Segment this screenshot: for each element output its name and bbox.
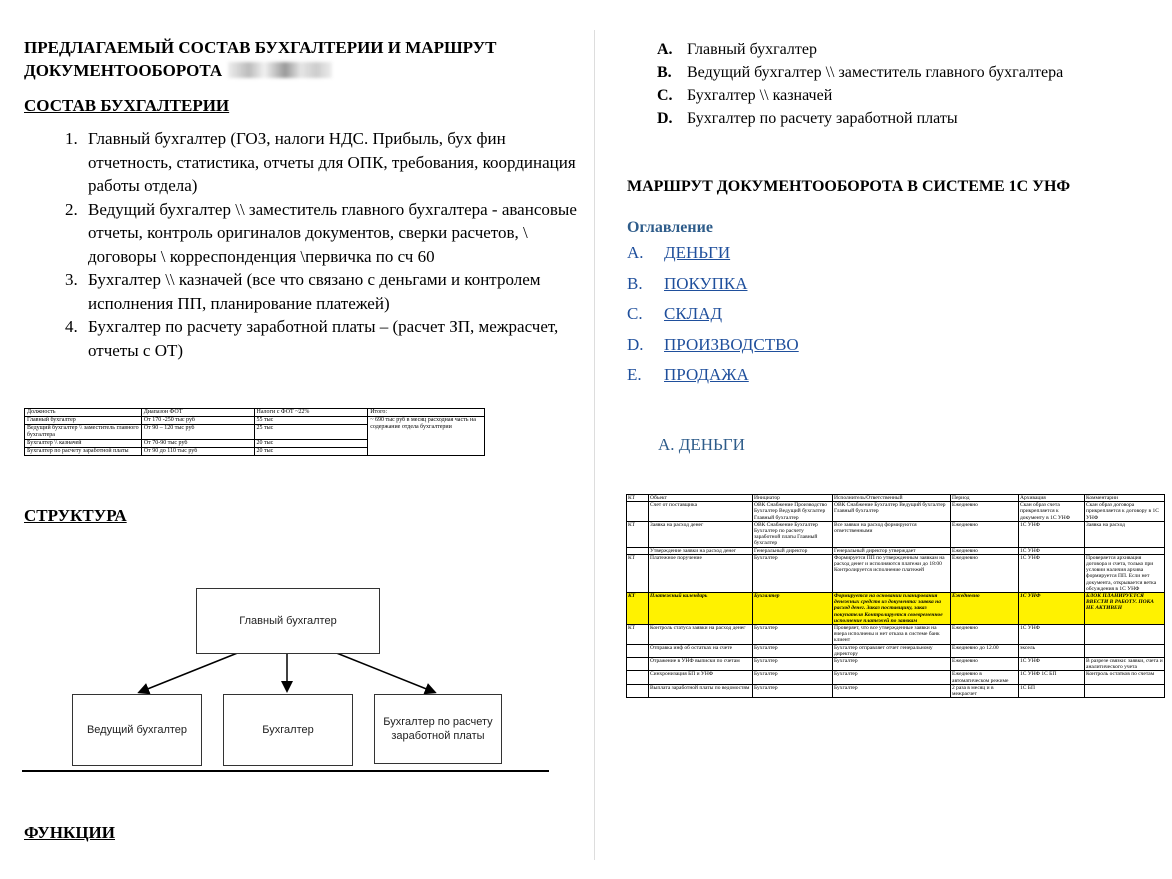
staff-item: 1. Главный бухгалтер (ГОЗ, налоги НДС. Прибыль, бух фин отчетность, статистика, отчеты для ОПК, требования, координация работы отдела) [82,127,582,198]
org-box-accountant: Бухгалтер [223,694,353,766]
route-cell: Все заявки на расход формируются ответственными [833,521,951,547]
route-cell: Бухгалтер [833,671,951,684]
route-cell: Бухгалтер [753,671,833,684]
route-cell: Заявка на расход [1085,521,1165,547]
route-cell: Ежедневно [951,502,1019,522]
route-cell: 1С УНФ [1019,547,1085,554]
role-item: C. Бухгалтер \\ казначей [657,87,833,104]
salary-cell: 25 тыс [254,425,368,440]
role-item: B. Ведущий бухгалтер \\ заместитель главного бухгалтера [657,64,1064,81]
route-cell: Скан образ счета прикрепляется к документу в 1С УНФ [1019,502,1085,522]
route-cell: 1С УНФ 1С БП [1019,671,1085,684]
toc-link-sales[interactable]: E. ПРОДАЖА [627,365,749,384]
route-table [626,494,1165,698]
route-cell: ОВК Снабжение Бухгалтер Бухгалтер по расчету заработной платы Главный бухгалтер [753,521,833,547]
route-cell: эксель [1019,644,1085,657]
route-cell: Бухгалтер отправляет отчет генеральному директору [833,644,951,657]
route-cell: Ежедневно [951,547,1019,554]
route-cell: Ежедневно [951,625,1019,645]
toc-link-warehouse[interactable]: C. СКЛАД [627,304,723,323]
route-cell [1085,625,1165,645]
route-cell [1085,547,1165,554]
route-cell [627,547,649,554]
route-cell: Проверяется архивация договора и счета, только при условии наличия архива формируется ПП. Если нет документа, открывается ветка обсуждения в 1С УНФ [1085,554,1165,592]
salary-table [24,408,485,456]
toc-heading: Оглавление [627,219,713,236]
route-cell: Отражение в УНФ выписки по счетам [649,658,753,671]
route-row [627,521,1165,547]
route-cell [627,658,649,671]
route-header-cell: Комментарии [1085,495,1165,502]
route-cell: Счет от поставщика [649,502,753,522]
route-cell: Отправка инф об остатках на счете [649,644,753,657]
salary-cell: От 70-90 тыс руб [141,440,254,448]
table-of-contents [627,238,799,391]
route-header-cell: КТ [627,495,649,502]
route-row [627,644,1165,657]
toc-link-money[interactable]: A. ДЕНЬГИ [627,243,731,262]
route-cell: 1С БП [1019,684,1085,697]
route-cell: ОВК Снабжение Производство Бухгалтер Ведущий бухгалтер Главный бухгалтер [753,502,833,522]
role-item: A. Главный бухгалтер [657,41,817,58]
route-row [627,658,1165,671]
salary-cell: От 170 -250 тыс руб [141,417,254,425]
route-cell: 1С УНФ [1019,625,1085,645]
salary-cell: От 90 – 120 тыс руб [141,425,254,440]
staff-item: 3. Бухгалтер \\ казначей (все что связано с деньгами и контролем исполнения ПП, планирование платежей) [82,268,582,315]
route-cell: Платежное поручение [649,554,753,592]
route-cell: Утверждение заявки на расход денег [649,547,753,554]
route-cell: Бухгалтер [753,684,833,697]
salary-header: Диапазон ФОТ [141,409,254,417]
route-cell: 1С УНФ [1019,593,1085,625]
route-cell: 1С УНФ [1019,521,1085,547]
toc-link-purchase[interactable]: B. ПОКУПКА [627,273,748,293]
org-box-payroll: Бухгалтер по расчету заработной платы [374,694,502,764]
route-cell: Заявка на расход денег [649,521,753,547]
salary-cell: 55 тыс [254,417,368,425]
section-structure-heading: СТРУКТУРА [24,506,127,525]
route-cell: В разрезе связки: заявки, счета и аналитического учета [1086,658,1163,671]
roles-list [657,38,1063,130]
route-row [627,625,1165,645]
route-cell: Ежедневно [951,554,1019,592]
route-cell: КТ [627,521,649,547]
toc-link-production[interactable]: D. ПРОИЗВОДСТВО [627,334,799,354]
route-cell: Ежедневно [951,593,1019,625]
redacted-name [228,62,332,78]
route-cell: Бухгалтер [753,593,833,625]
route-header-cell: Объект [649,495,753,502]
route-cell: Бухгалтер [753,658,833,671]
salary-cell: Ведущий бухгалтер \\ заместитель главного бухгалтера [25,425,142,440]
route-cell: Ежедневно [951,521,1019,547]
salary-total: ~ 690 тыс руб в месяц расходная часть на содержание отдела бухгалтерии [368,417,485,456]
route-header-cell: Инициатор [753,495,833,502]
route-cell: КТ [627,554,649,592]
route-cell: БЛОК ПЛАНИРУЕТСЯ ВВЕСТИ В РАБОТУ. ПОКА НЕ АКТИВЕН [1085,593,1165,625]
route-cell: Ежедневно в автоматическом режиме [951,671,1019,684]
arrow-right [334,652,434,692]
route-cell: Контроль статуса заявки на расход денег [649,625,753,645]
salary-header: Налоги с ФОТ ~22% [254,409,368,417]
org-chart [70,588,550,773]
route-cell: 1С УНФ [1019,554,1085,592]
section-staff-heading: СОСТАВ БУХГАЛТЕРИИ [24,96,230,115]
route-row [627,684,1165,697]
route-cell [627,644,649,657]
divider [22,770,549,772]
route-row [627,671,1165,684]
route-cell: 1С УНФ [1019,658,1085,671]
document-title: ПРЕДЛАГАЕМЫЙ СОСТАВ БУХГАЛТЕРИИ И МАРШРУТ ДОКУМЕНТООБОРОТА [24,38,497,80]
route-cell [627,684,649,697]
staff-list [52,127,582,362]
salary-cell: От 90 до 110 тыс руб [141,448,254,456]
staff-item: 2. Ведущий бухгалтер \\ заместитель главного бухгалтера - авансовые отчеты, контроль оригиналов документов, сверки расчетов, \ договоры \ корреспонденция \первичка по сч 60 [82,198,582,269]
org-box-lead: Ведущий бухгалтер [72,694,202,766]
salary-cell: Бухгалтер по расчету заработной платы [25,448,142,456]
staff-item: 4. Бухгалтер по расчету заработной платы – (расчет ЗП, межрасчет, отчеты с ОТ) [82,315,582,362]
route-header-cell: Исполнитель/Ответственный [833,495,951,502]
route-row [627,502,1165,522]
section-functions-heading: ФУНКЦИИ [24,823,116,842]
route-row [627,554,1165,592]
salary-cell: Главный бухгалтер [25,417,142,425]
route-cell: Выплата заработной платы по ведомостям [649,684,753,697]
route-cell [1085,644,1165,657]
route-cell: 2 раза в месяц и в межрасчет [951,684,1019,697]
section-money-heading: A. ДЕНЬГИ [658,435,745,454]
page-separator [594,30,595,860]
route-cell: Генеральный директор утверждает [833,547,951,554]
route-cell: Бухгалтер [833,684,951,697]
route-header-row [627,495,1165,502]
route-cell: Формируется ПП по утвержденным заявкам на расход денег и исполняются платежи до 18:00 Контролируется исполнение платежей [833,554,951,592]
route-row [627,547,1165,554]
role-item: D. Бухгалтер по расчету заработной платы [657,110,958,127]
salary-cell: 20 тыс [254,440,368,448]
salary-cell: Бухгалтер \\ казначей [25,440,142,448]
route-header-cell: Период [951,495,1019,502]
route-cell: Генеральный директор [753,547,833,554]
route-cell: Формируется на основании планирования денежных средств из документа: заявка на расход денег. Заказ поставщику, заказ покупателя Контролируется своевременное исполнение платежей по заявкам [833,593,951,625]
salary-header: Итого: [368,409,485,417]
route-cell: Ежедневно до 12.00 [951,644,1019,657]
route-header-cell: Архивация [1019,495,1085,502]
route-row [627,593,1165,625]
arrow-left [140,652,240,692]
route-cell [627,671,649,684]
route-cell: Контроль остатков по счетам [1085,671,1165,684]
route-cell: Бухгалтер [753,554,833,592]
route-cell: Бухгалтер [753,644,833,657]
route-cell: Бухгалтер [833,658,951,671]
route-cell: ОВК Снабжение Бухгалтер Ведущий бухгалтер Главный бухгалтер [833,502,951,522]
route-cell: Бухгалтер [753,625,833,645]
salary-header: Должность [25,409,142,417]
route-cell: Ежедневно [951,658,1019,671]
route-cell: КТ [627,625,649,645]
route-cell: Синхронизация БП и УНФ [649,671,753,684]
salary-cell: 20 тыс [254,448,368,456]
org-box-chief: Главный бухгалтер [196,588,380,654]
route-cell: КТ [627,593,649,625]
route-heading: МАРШРУТ ДОКУМЕНТООБОРОТА В СИСТЕМЕ 1С УНФ [627,178,1071,195]
route-cell [1085,684,1165,697]
route-cell: Проверяет, что все утвержденные заявки на вчера исполнены и нет отказа в системе банк клиент [833,625,951,645]
route-cell: Скан образ договора прикрепляется к договору в 1С УНФ [1085,502,1165,522]
route-cell: Платежный календарь [649,593,753,625]
route-cell [627,502,649,522]
